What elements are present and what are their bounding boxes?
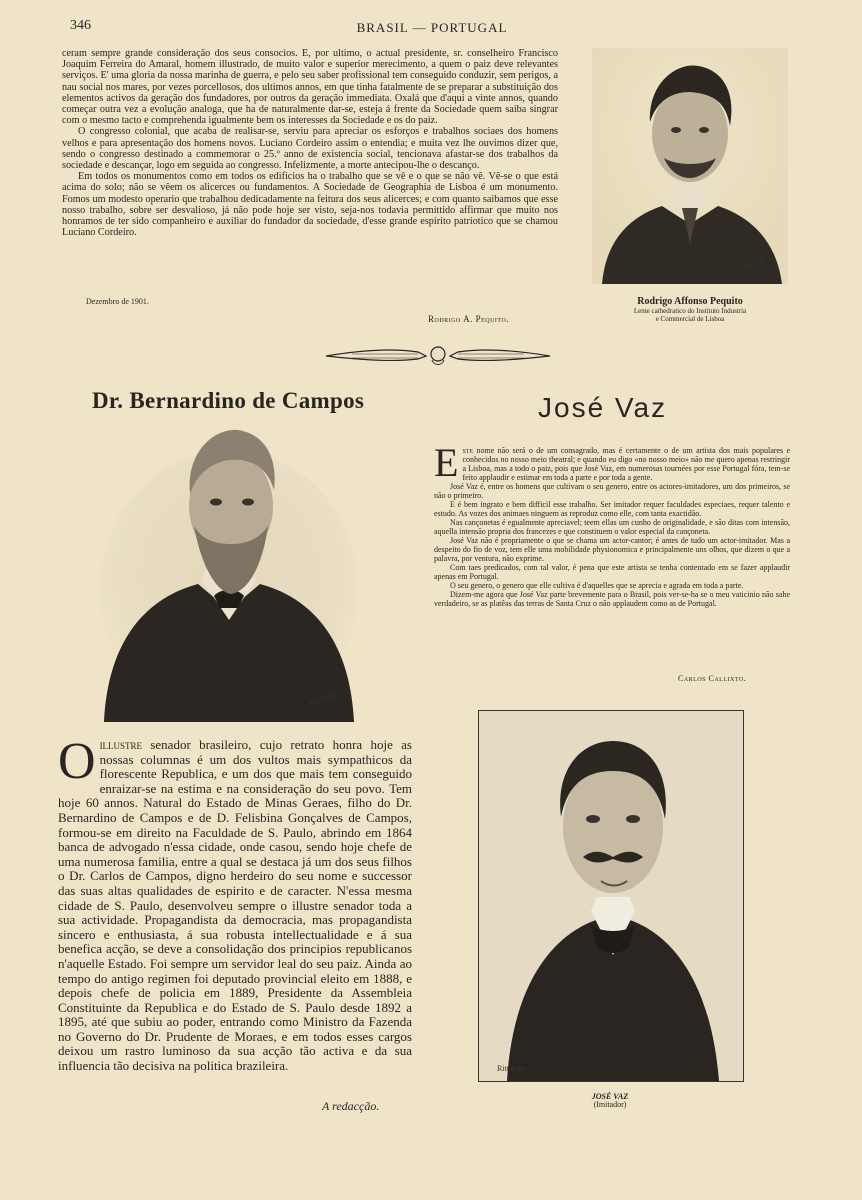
top-article-text: [62, 48, 558, 238]
jose-vaz-paragraph: Dizem-me agora que José Vaz parte brevemente para o Brasil, pois ver-se-ha se o meu vaticinio não sahe verdadeiro, se as platêas das terras de Santa Cruz o não applaudem como as de Portugal.: [434, 590, 790, 608]
jose-vaz-artist-mark: Ritter-ge: [497, 1064, 526, 1073]
jose-vaz-caption: [478, 1092, 742, 1109]
jose-vaz-paragraph: José Vaz não é propriamente o que se chama um actor-cantor; é antes de tudo um actor-imitador. Mas a despeito do fio de voz, tem elle uma mobilidade physionomica e principalmente uns olhos, que dizem o que a palavra, por ventura, não exprime.: [434, 536, 790, 563]
bernardino-portrait: [98, 420, 360, 722]
article-date: Dezembro de 1901.: [86, 297, 149, 306]
jose-vaz-paragraph: Com taes predicados, com tal valor, é pena que este artista se tenha contentado em se fazer applaudir apenas em Portugal.: [434, 563, 790, 581]
bernardino-first-word: illustre: [99, 737, 143, 752]
bernardino-dropcap: O: [58, 733, 96, 790]
bernardino-title: Dr. Bernardino de Campos: [92, 388, 365, 413]
jose-vaz-caption-sub: (Imitador): [593, 1100, 627, 1109]
jose-vaz-paragraph: E é bem ingrato e bem difficil esse trabalho. Ser imitador requer faculdades especiaes, requer talento e estudo. As vozes dos animaes ninguem as reproduz como elle, com tanta exactidão.: [434, 500, 790, 518]
bernardino-body: senador brasileiro, cujo retrato honra hoje as nossas columnas é um dos vultos mais sympathicos da florescente Republica, e um dos que mais tem conseguido enraizar-se na estima e na consideração do seu povo. Tem hoje 60 annos. Natural do Estado de Minas Geraes, filho do Dr. Bernardino de Campos e de D. Felisbina Gonçalves de Campos, formou-se em direito na Faculdade de S. Paulo, abrindo em 1864 banca de advogado n'essa cidade, onde casou, sendo hoje chefe de uma numerosa familia, entre a qual se destaca já um dos seus filhos o Dr. Carlos de Campos, digno herdeiro do seu nome e successor das suas altas qualidades de espirito e de caracter. N'essa mesma cidade de S. Paulo, desenvolveu sempre o illustre senador toda a sua actividade. Propagandista da democracia, mas propagandista sincero e enthusiasta, á sua robusta intellectualidade e á sua benefica acção, se deve a consolidação dos principios republicanos n'aquelle Estado. Foi sempre um servidor leal do seu paiz. Ainda ao tempo do antigo regimen foi deputado provincial eleito em 1888, e depois chefe de policia em 1889, Presidente da Assembleia Constituinte da Republica e do Estado de S. Paulo desde 1892 a 1895, até que subiu ao poder, entrando como Ministro da Fazenda no Governo do Dr. Prudente de Moraes, e em todos esses cargos deixou um rastro luminoso da sua acção tão activa e da sua influencia tão decisiva na politica brazileira.: [58, 737, 412, 1074]
page-number: 346: [70, 18, 91, 33]
jose-vaz-paragraph: José Vaz é, entre os homens que cultivam o seu genero, entre os actores-imitadores, um dos primeiros, se não o primeiro.: [434, 482, 790, 500]
pequito-portrait: [592, 48, 788, 284]
pequito-caption-line1: Lente cathedratico do Instituto Industria: [633, 307, 747, 315]
jose-vaz-title: José Vaz: [538, 392, 668, 423]
jose-vaz-signature: Carlos Callixto.: [678, 674, 747, 683]
jose-vaz-caption-name: JOSÉ VAZ: [591, 1092, 629, 1101]
jose-vaz-portrait: [478, 710, 744, 1082]
pequito-caption-line2: e Commercial de Lisboa: [655, 315, 725, 323]
pequito-portrait-illustration: [592, 48, 788, 284]
bernardino-portrait-illustration: [98, 420, 360, 722]
winged-head-ornament-icon: [322, 340, 554, 370]
jose-vaz-dropcap: E: [434, 440, 459, 485]
pequito-caption-name: Rodrigo Affonso Pequito: [637, 296, 743, 307]
bernardino-artist-mark: Ritter-ge: [307, 689, 338, 708]
journal-title: BRASIL — PORTUGAL: [356, 20, 508, 35]
pequito-caption: [592, 296, 788, 323]
jose-vaz-first-paragraph: nome não será o de um consagrado, mas é certamente o de um artista dos mais populares e conhecidos no nosso meio theatral; e quando eu digo «no nosso meio» não me quero apenas restringir a Lisboa, mas a todo o paiz, pois que José Vaz, em numerosas tournées por esse Portugal fóra, tem-se feito applaudir e estimar em toda a parte e por toda a gente.: [462, 446, 790, 482]
bernardino-article-text: [58, 733, 412, 1074]
jose-vaz-first-word: ste: [462, 446, 474, 455]
pequito-artist-mark: Ritter-ge: [741, 252, 767, 272]
running-head: [62, 18, 802, 38]
jose-vaz-paragraph: O seu genero, o genero que elle cultiva é d'aquelles que se aprecia e agrada em toda a parte.: [450, 581, 744, 590]
top-paragraph: ceram sempre grande consideração dos seus consocios. E, por ultimo, o actual presidente, sr. conselheiro Francisco Joaquim Ferreira do Amaral, homem illustrado, de muito valor e superior merecimento, a quem o paiz deve relevantes serviços. E' uma gloria da nossa marinha de guerra, e pelo seu saber profissional tem conseguido conduzir, sem perigos, a nau social nos mares, por vezes porcellosos, dos ultimos annos, em que tinha fatalmente de se preparar a substituição dos elementos activos da geração dos fundadores, por outros da geração immediata. Oxalá que d'aqui a vinte annos, quando começar outra vez a evolução analoga, que ha de naturalmente dar-se, esteja á frente da Sociedade quem saiba singrar com o mesmo tacto e comprehenda igualmente bem os interesses da Sociedade e os do paiz.: [62, 48, 558, 127]
jose-vaz-portrait-illustration: [479, 711, 743, 1081]
top-paragraph: O congresso colonial, que acaba de realisar-se, serviu para apreciar os esforços e trabalhos sociaes dos homens velhos e para apresentação dos homens novos. Luciano Cordeiro assim o entendia; e muita vez lhe ouvimos dizer que, sendo o congresso destinado a commemorar o 25.º anno de existencia social, tencionava afastar-se dos trabalhos da sociedade e descançar, logo em seguida ao congresso. Infelizmente, a morte antecipou-lhe o descanço.: [62, 126, 558, 172]
bernardino-signature: A redacção.: [322, 1099, 380, 1113]
jose-vaz-paragraph: Nas cançonetas é egualmente apreciavel; teem ellas um cunho de originalidade, e são ditas com intensão, aquella intensão propria dos francezes e que constituem o valor especial da cançoneta.: [434, 518, 790, 536]
top-article-signature: Rodrigo A. Pequito.: [428, 314, 510, 324]
jose-vaz-article-text: [434, 440, 790, 608]
top-paragraph: Em todos os monumentos como em todos os edificios ha o trabalho que se vê e o que se não vê. Vê-se o que está acima do solo; não se vêem os alicerces ou fundamentos. A Sociedade de Geographia de Lisboa é um monumento. Fomos um modesto operario que trabalhou dedicadamente na feitura dos seus alicerces; e com quanto saibamos que esse nosso trabalho, sobre ser desvalioso, já não pode hoje ser visto, seja-nos todavia permittido affirmar que muito nos honramos de ter sido companheiro e auxiliar do fundador da sociedade, d'esse grande espirito patriotico que se chamou Luciano Cordeiro.: [62, 171, 558, 239]
